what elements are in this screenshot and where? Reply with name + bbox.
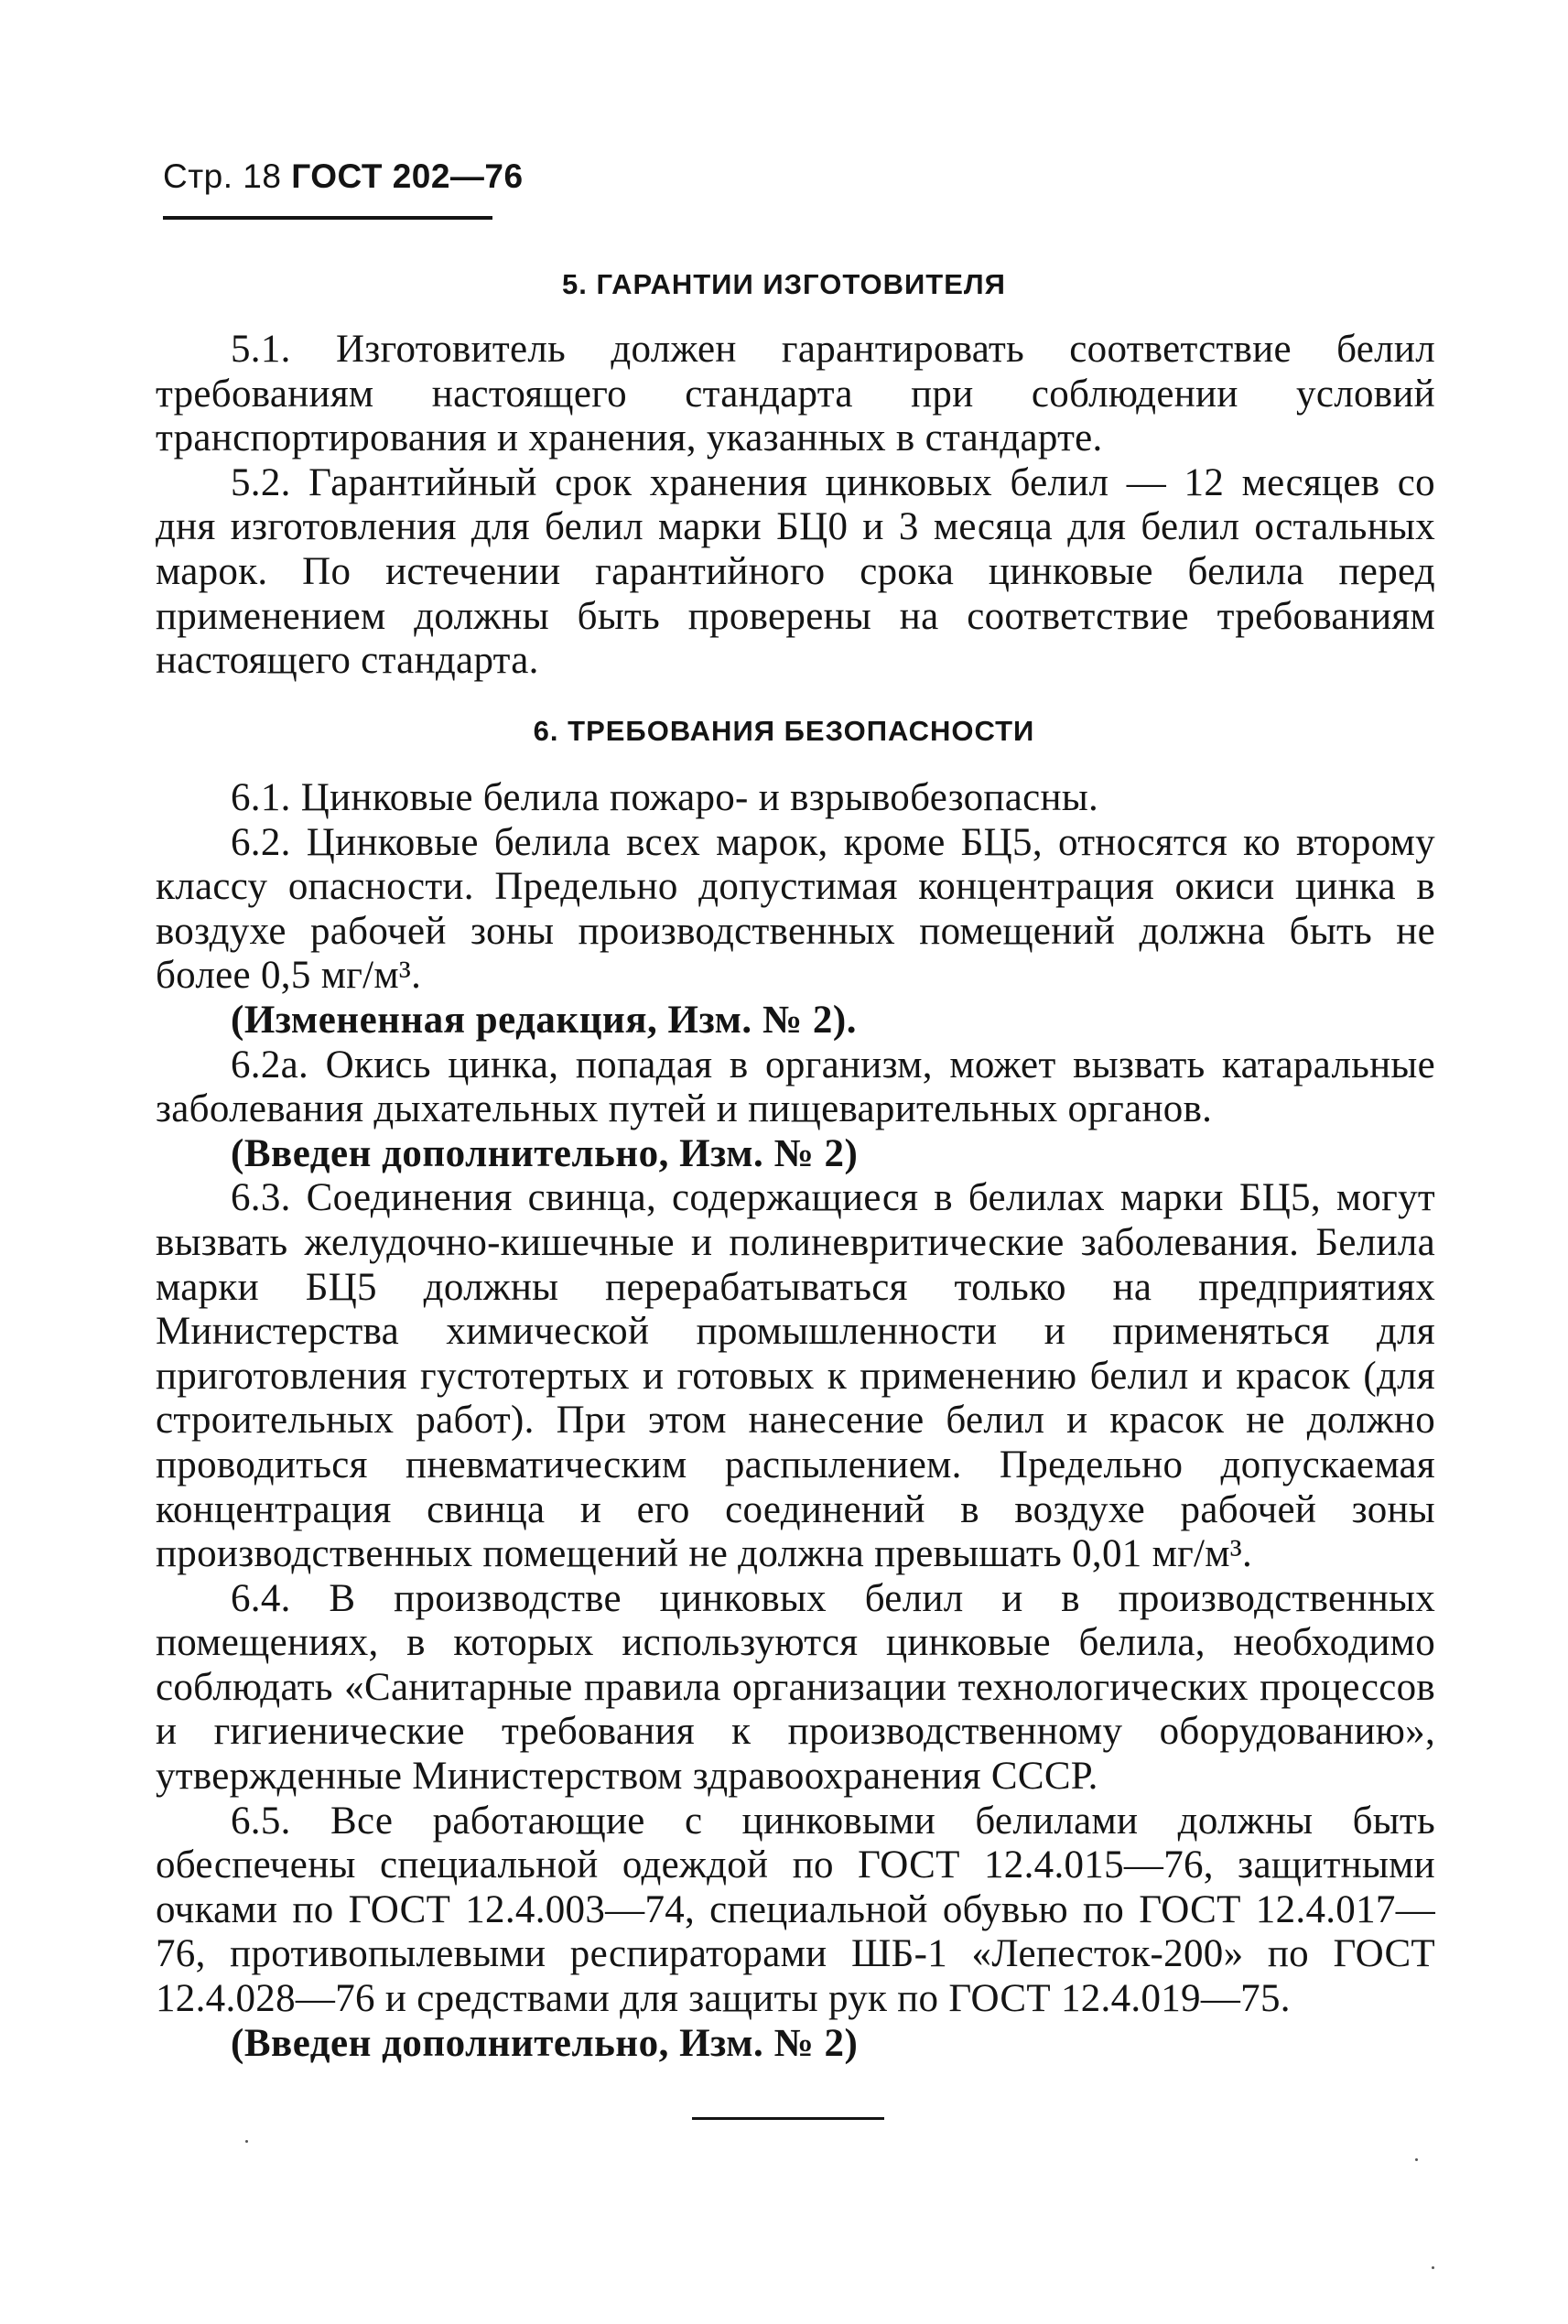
paragraph-6-4: 6.4. В производстве цинковых белил и в производственных помещениях, в которых используются цинковые белила, необходимо соблюдать «Санитарные правила организации технологических процессов и гигиенические требования к производственному оборудованию», утвержденные Министерством здравоохранения СССР.	[156, 1576, 1435, 1799]
section-6-heading: 6. ТРЕБОВАНИЯ БЕЗОПАСНОСТИ	[533, 715, 1035, 747]
page-number-label: Стр. 18	[163, 157, 282, 195]
amendment-note: (Измененная редакция, Изм. № 2).	[231, 998, 857, 1042]
section-6-body	[156, 776, 1435, 2066]
page-header	[163, 157, 524, 196]
paragraph-5-1: 5.1. Изготовитель должен гарантировать соответствие белил требованиям настоящего стандарта при соблюдении условий транспортирования и хранения, указанных в стандарте.	[156, 328, 1435, 460]
paragraph-5-2: 5.2. Гарантийный срок хранения цинковых белил — 12 месяцев со дня изготовления для белил марки БЦ0 и 3 месяца для белил остальных марок. По истечении гарантийного срока цинковые белила перед применением должны быть проверены на соответствие требованиям настоящего стандарта.	[156, 460, 1435, 683]
scan-speck	[245, 2140, 248, 2143]
paragraph-6-3: 6.3. Соединения свинца, содержащиеся в белилах марки БЦ5, могут вызвать желудочно-кишечные и полиневритические заболевания. Белила марки БЦ5 должны перерабатываться только на предприятиях Министерства химической промышленности и применяться для приготовления густотертых и готовых к применению белил и красок (для строительных работ). При этом нанесение белил и красок не должно проводиться пневматическим распылением. Предельно допускаемая концентрация свинца и его соединений в воздухе рабочей зоны производственных помещений не должна превышать 0,01 мг/м³.	[156, 1176, 1435, 1576]
scan-speck	[1432, 2266, 1434, 2269]
amendment-note: (Введен дополнительно, Изм. № 2)	[231, 1131, 859, 1175]
paragraph-6-5: 6.5. Все работающие с цинковыми белилами должны быть обеспечены специальной одеждой по ГОСТ 12.4.015—76, защитными очками по ГОСТ 12.4.003—74, специальной обувью по ГОСТ 12.4.017—76, противопылевыми респираторами ШБ-1 «Лепесток-200» по ГОСТ 12.4.028—76 и средствами для защиты рук по ГОСТ 12.4.019—75.	[156, 1799, 1435, 2021]
section-5-body	[156, 328, 1435, 684]
header-divider	[163, 216, 492, 220]
scan-speck	[1415, 2158, 1418, 2161]
standard-code: ГОСТ 202—76	[291, 157, 524, 195]
paragraph-6-2a: 6.2а. Окись цинка, попадая в организм, может вызвать катаральные заболевания дыхательных путей и пищеварительных органов.	[156, 1043, 1435, 1131]
section-5-heading: 5. ГАРАНТИИ ИЗГОТОВИТЕЛЯ	[562, 268, 1006, 300]
paragraph-6-1: 6.1. Цинковые белила пожаро- и взрывобезопасны.	[231, 776, 1099, 819]
paragraph-6-2: 6.2. Цинковые белила всех марок, кроме БЦ5, относятся ко второму классу опасности. Предельно допустимая концентрация окиси цинка в воздухе рабочей зоны производственных помещений должна быть не более 0,5 мг/м³.	[156, 820, 1435, 998]
end-divider	[692, 2117, 884, 2120]
amendment-note: (Введен дополнительно, Изм. № 2)	[231, 2021, 859, 2065]
